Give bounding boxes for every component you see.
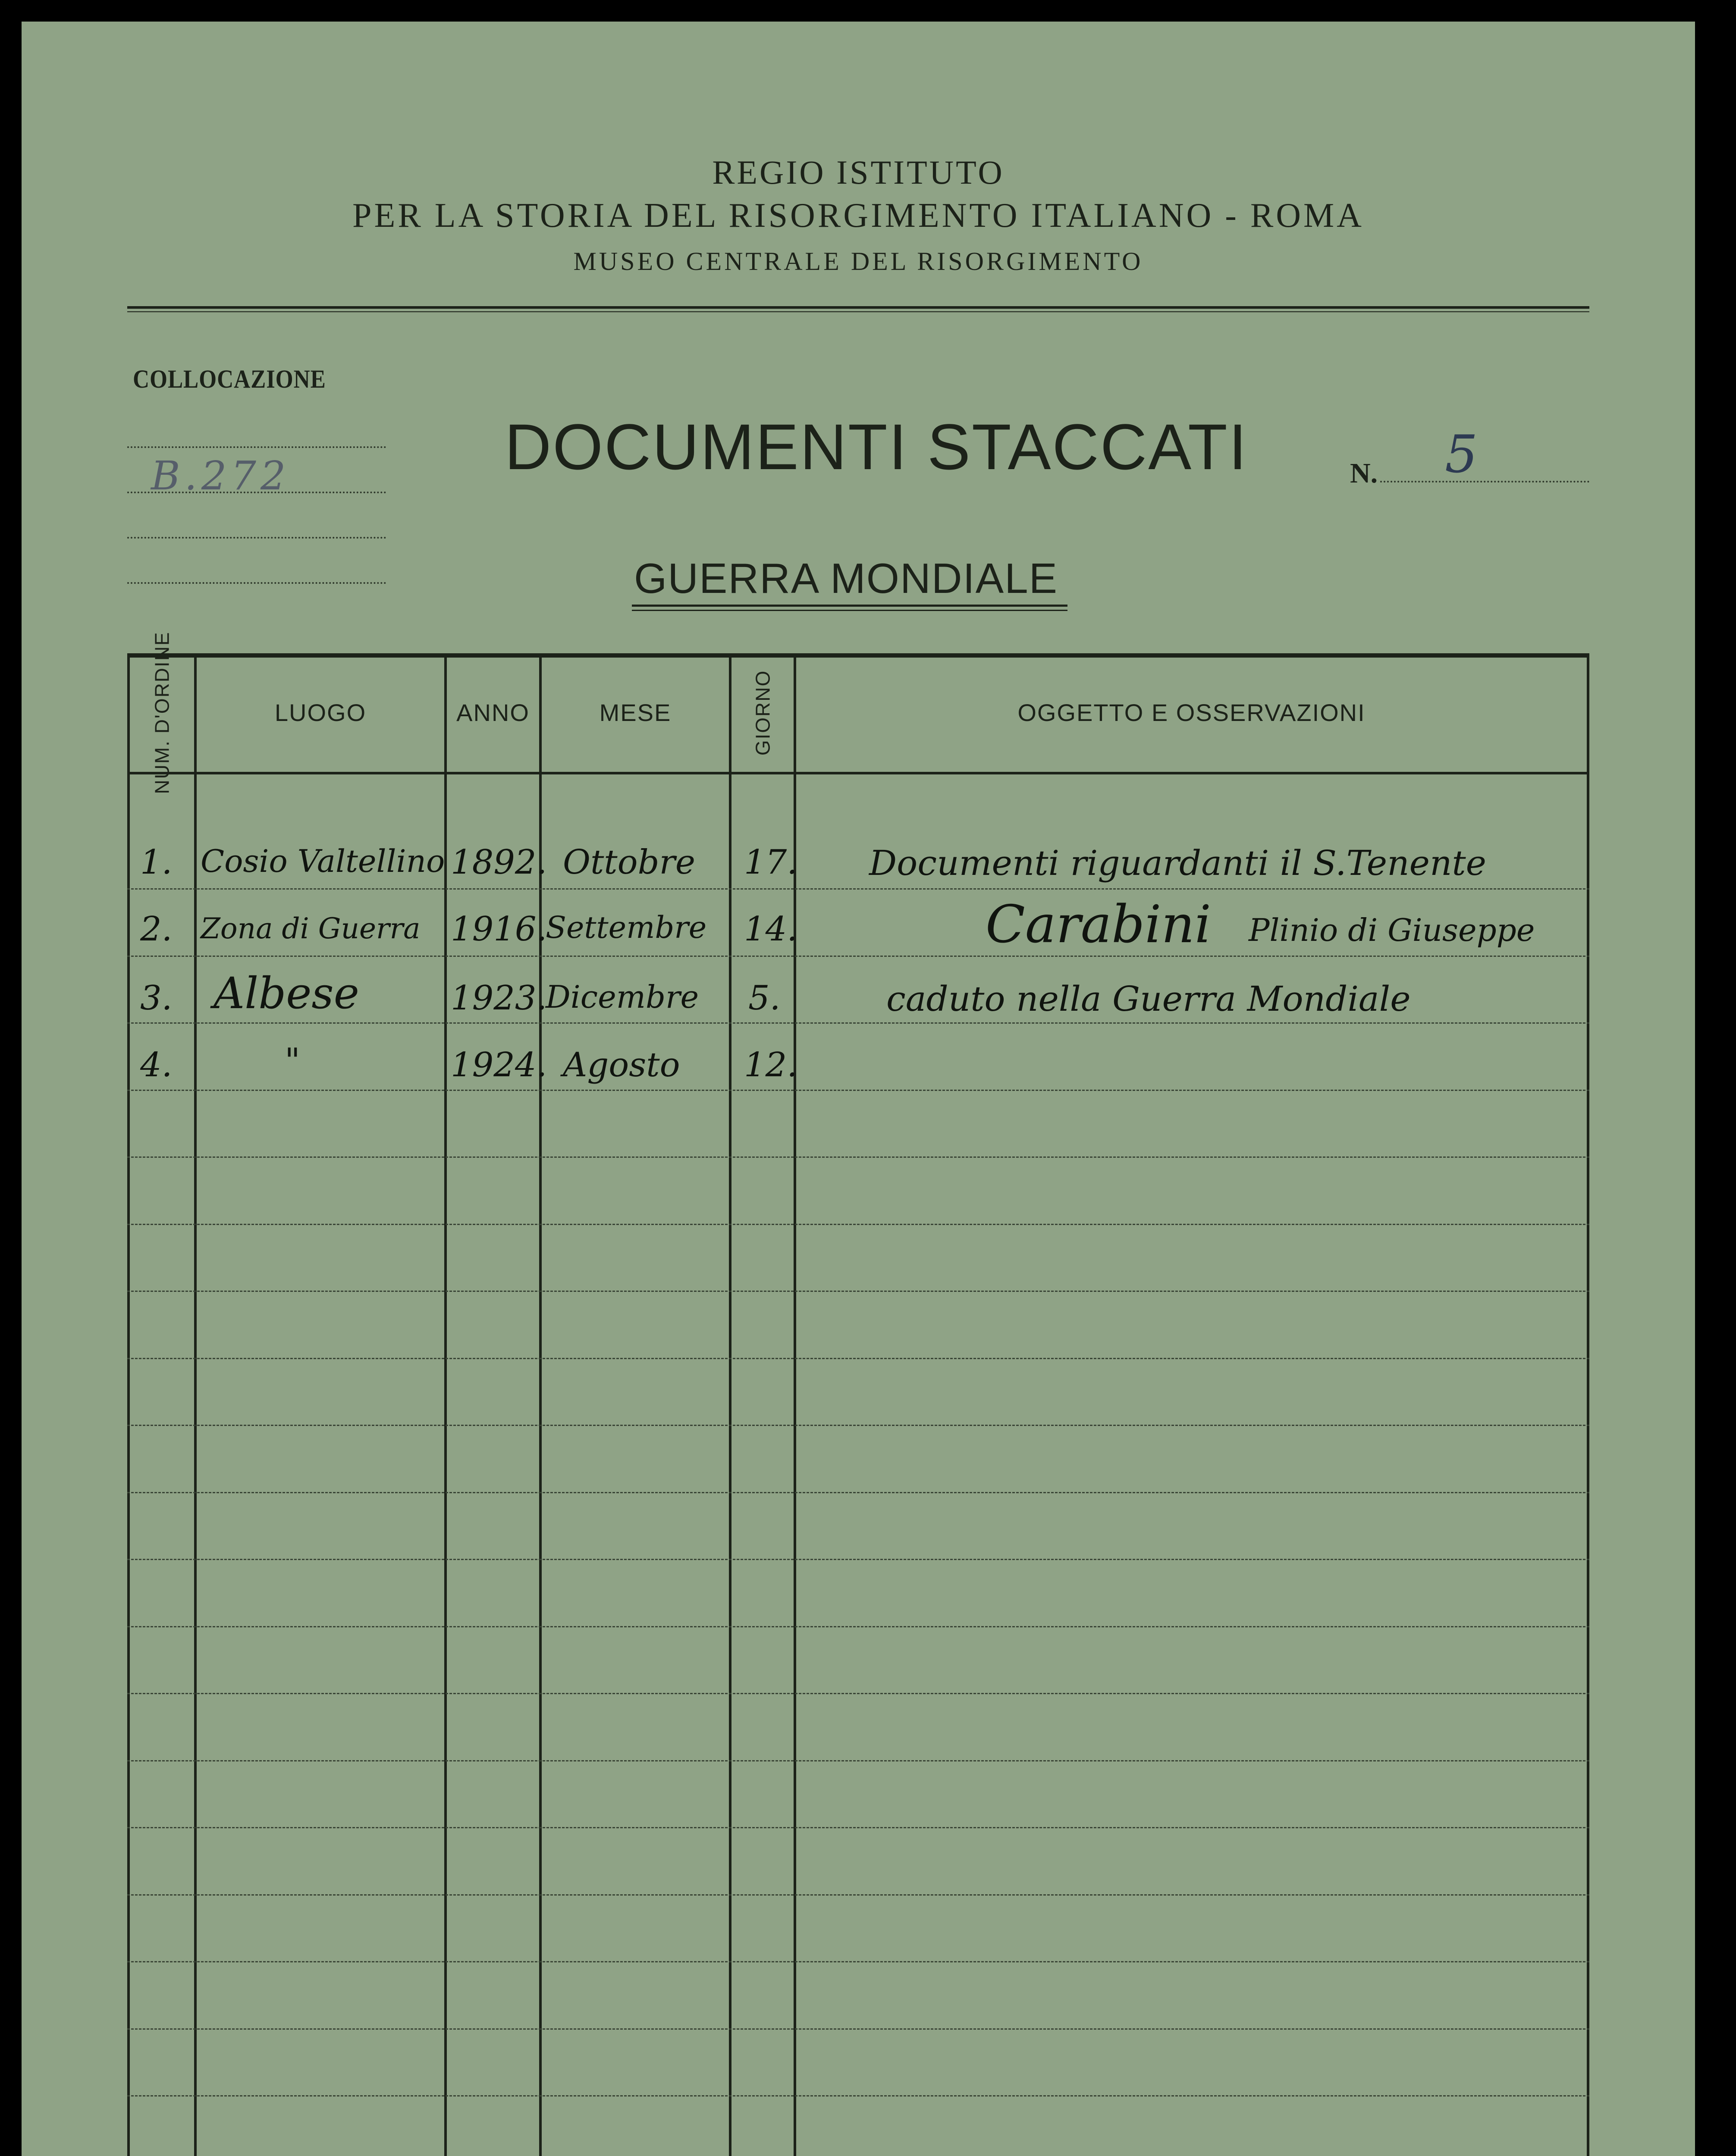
ruled-line [127,2028,1589,2030]
ruled-line [127,1693,1589,1694]
ruled-line [127,1425,1589,1426]
header-mese: MESE [599,699,672,726]
cell-luogo: Cosio Valtellino [201,843,445,879]
header-rule [127,306,1589,309]
header-num-ordine: NUM. D'ORDINE [151,631,173,794]
ruled-line [127,1626,1589,1627]
cell-giorno: 12. [744,1046,798,1084]
ruled-line [127,1559,1589,1560]
ruled-line [127,1760,1589,1761]
cell-num: 2. [140,910,173,949]
ruled-line [127,1358,1589,1359]
observation-line: Documenti riguardanti il S.Tenente [869,843,1486,883]
cell-luogo: " [285,1041,300,1080]
cell-mese: Settembre [546,910,707,945]
cell-mese: Agosto [563,1046,680,1084]
document-title: DOCUMENTI STACCATI [505,411,1248,483]
document-sheet [22,22,1695,2156]
cell-anno: 1916. [451,910,547,949]
register-table [127,631,1589,2156]
cell-giorno: 5. [748,979,781,1018]
header-luogo: LUOGO [274,699,367,726]
cell-luogo: Zona di Guerra [201,912,421,945]
collocazione-label: COLLOCAZIONE [133,365,326,393]
collocazione-line-3 [127,537,386,539]
column-divider [729,653,731,2156]
cell-num: 3. [140,979,173,1018]
institute-name: REGIO ISTITUTO [712,154,1005,191]
ruled-line [127,1090,1589,1091]
ruled-line [127,1894,1589,1896]
cell-giorno: 17. [744,843,798,882]
ruled-line [127,1022,1589,1024]
ruled-line [127,1224,1589,1225]
cell-mese: Dicembre [546,979,699,1015]
cell-giorno: 14. [744,910,798,949]
section-subtitle: GUERRA MONDIALE [634,555,1058,602]
subtitle-underline-thin [632,610,1067,611]
ruled-line [127,2095,1589,2096]
number-label: N. [1350,458,1378,489]
cell-num: 1. [140,843,173,882]
ruled-line [127,1961,1589,1962]
header-giorno: GIORNO [751,670,774,755]
collocazione-value: B.272 [151,453,290,499]
header-rule-thin [127,311,1589,312]
column-divider [194,653,197,2156]
ruled-line [127,1492,1589,1493]
museum-name: MUSEO CENTRALE DEL RISORGIMENTO [573,247,1143,276]
cell-anno: 1892. [451,843,547,882]
observation-surname: Carabini [986,895,1212,955]
collocazione-line-1 [127,446,386,448]
header-oggetto: OGGETTO E OSSERVAZIONI [1017,699,1366,726]
cell-num: 4. [140,1046,173,1084]
table-border-left [127,653,130,2156]
ruled-line [127,1827,1589,1828]
cell-mese: Ottobre [563,843,695,882]
table-border-right [1587,653,1589,2156]
ruled-line [127,888,1589,890]
ruled-line [127,1156,1589,1158]
cell-luogo: Albese [213,968,359,1018]
observation-line: caduto nella Guerra Mondiale [886,979,1411,1019]
collocazione-line-4 [127,582,386,584]
number-line [1380,481,1589,483]
ruled-line [127,1291,1589,1292]
institute-full-name: PER LA STORIA DEL RISORGIMENTO ITALIANO - ROMA [352,197,1364,235]
cell-anno: 1923. [451,979,547,1018]
header-anno: ANNO [456,699,530,726]
observation-line: Plinio di Giuseppe [1249,912,1535,948]
collocazione-line-2 [127,492,386,493]
subtitle-underline [632,605,1067,607]
number-value: 5 [1445,425,1478,485]
cell-anno: 1924. [451,1046,547,1084]
table-header-border [127,772,1589,774]
ruled-line [127,956,1589,957]
